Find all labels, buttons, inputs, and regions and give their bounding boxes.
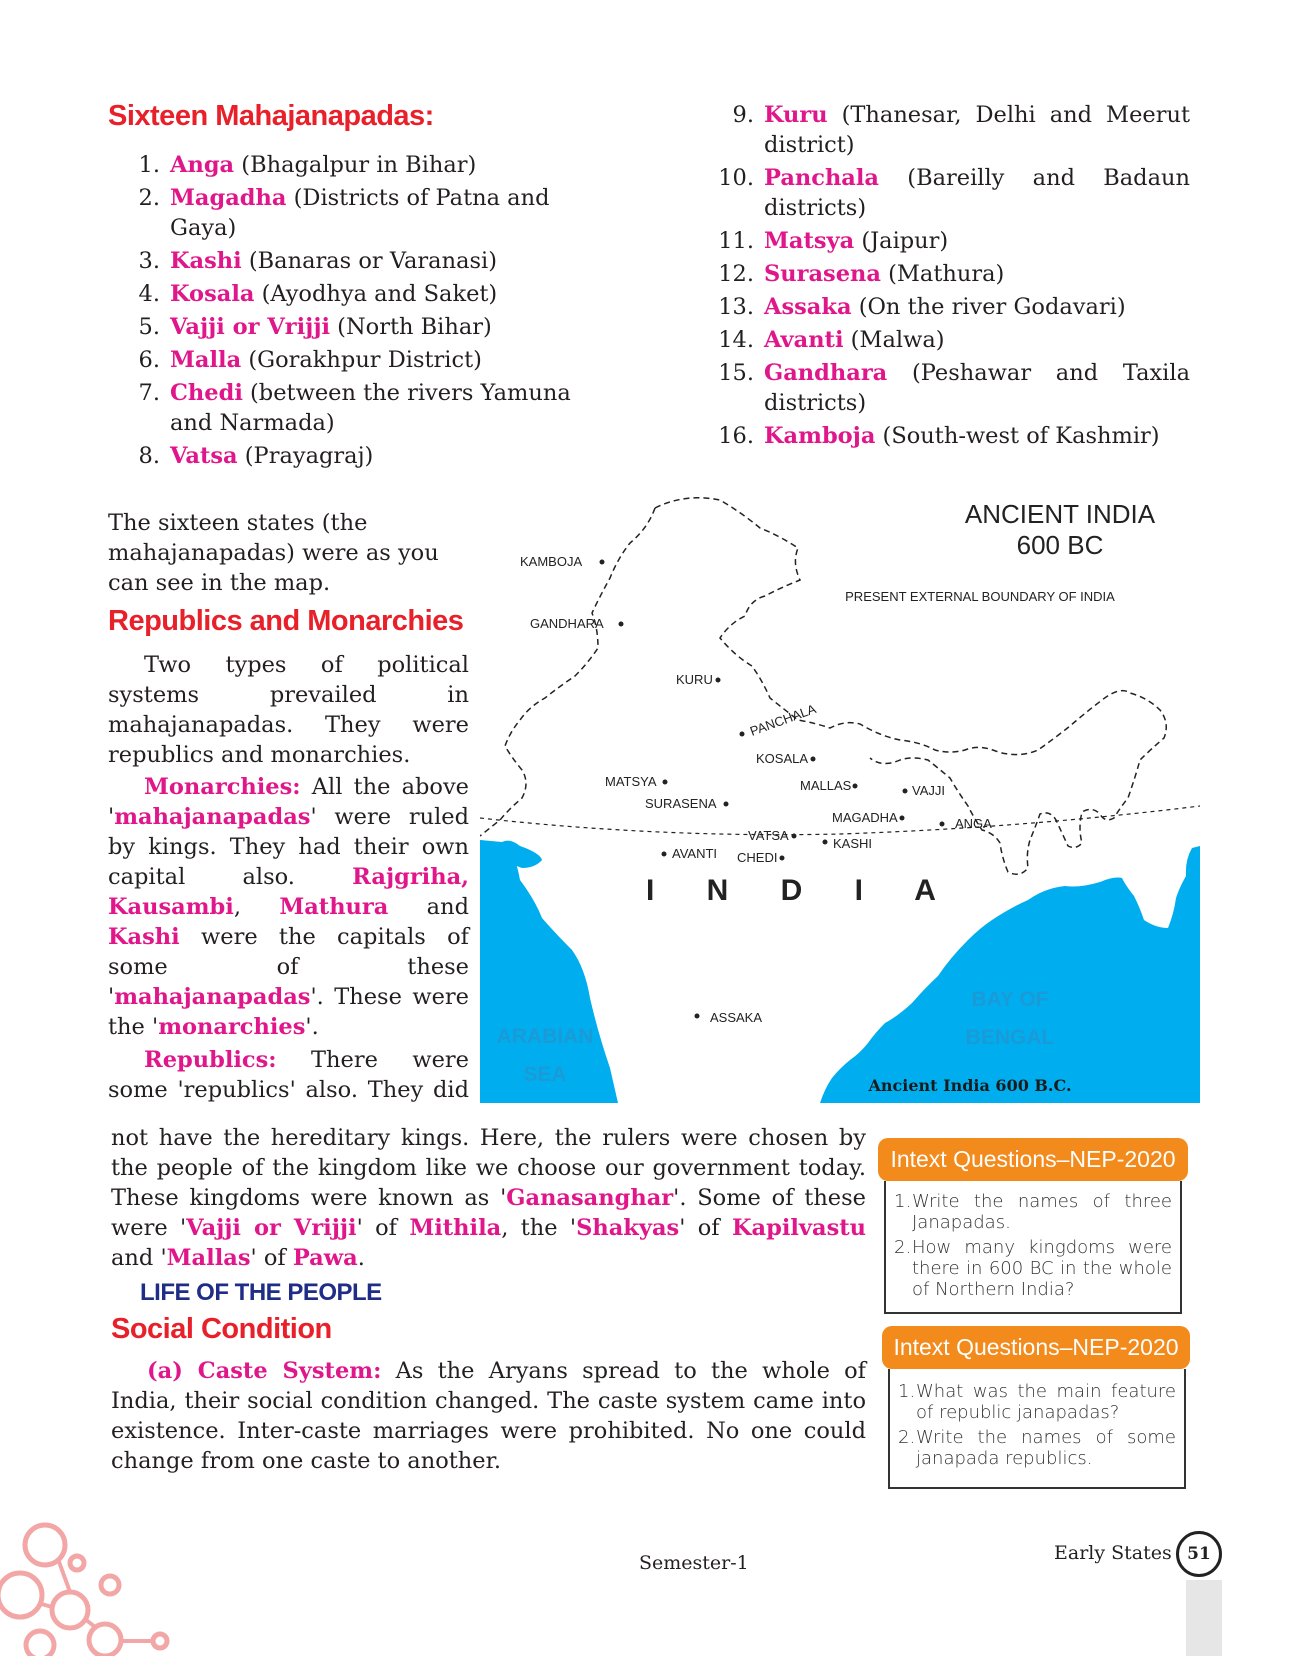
place-matsya: MATSYA: [605, 774, 657, 789]
page-tab: [1186, 1580, 1222, 1656]
list-item: 9. Kuru (Thanesar, Delhi and Meerut district): [732, 102, 1190, 158]
intext-questions-box-2: [882, 1326, 1190, 1489]
arabian-sea-label: ARABIAN: [496, 1025, 594, 1048]
intext-questions-title: Intext Questions–NEP-2020: [878, 1138, 1188, 1181]
list-item: 6. Malla (Gorakhpur District): [138, 347, 482, 373]
republics-paragraph-start: Republics: There were some 'republics' also. They did: [108, 1047, 469, 1103]
republics-paragraph-continued: not have the hereditary kings. Here, the rulers were chosen by the people of the kingdom like we choose our government today. These kingdoms were known as 'Ganasanghar'. Some of these were 'Vajji or Vrijji' of Mithila, the 'Shakyas' of Kapilvastu and 'Mallas' of Pawa.: [111, 1125, 866, 1271]
boundary-legend: PRESENT EXTERNAL BOUNDARY OF INDIA: [845, 589, 1115, 604]
place-chedi: CHEDI: [737, 850, 778, 865]
place-mallas: MALLAS: [800, 778, 852, 793]
place-avanti: AVANTI: [672, 846, 718, 861]
footer-chapter: Early States: [1054, 1542, 1172, 1564]
map-caption: Ancient India 600 B.C.: [868, 1076, 1072, 1095]
map-title-line2: 600 BC: [1016, 530, 1104, 560]
question-item: 1. What was the main feature of republic janapadas?: [898, 1381, 1176, 1423]
place-panchala: PANCHALA: [747, 701, 818, 739]
intro-paragraph: The sixteen states (the mahajanapadas) were as you can see in the map.: [108, 510, 439, 596]
list-item: 1. Anga (Bhagalpur in Bihar): [138, 152, 477, 178]
list-item: 16. Kamboja (South-west of Kashmir): [718, 423, 1160, 449]
place-kamboja: KAMBOJA: [520, 554, 583, 569]
place-kashi: KASHI: [833, 836, 873, 851]
mahajanapada-list-right: [706, 100, 1190, 454]
list-item: 15. Gandhara (Peshawar and Taxila districts): [718, 360, 1190, 416]
list-item: 8. Vatsa (Prayagraj): [138, 443, 374, 469]
political-systems-paragraph: Two types of political systems prevailed in mahajanapadas. They were republics and monarchies.: [108, 652, 469, 768]
caste-system-paragraph: (a) Caste System: As the Aryans spread to the whole of India, their social condition changed. The caste system came into existence. Inter-caste marriages were prohibited. No one could change from one caste to another.: [111, 1358, 866, 1474]
life-of-people-heading: LIFE OF THE PEOPLE: [140, 1279, 382, 1306]
list-item: 14. Avanti (Malwa): [718, 327, 945, 353]
question-item: 1. Write the names of three Janapadas.: [894, 1191, 1172, 1233]
list-item: 10. Panchala (Bareilly and Badaun districts): [718, 165, 1190, 221]
place-magadha: MAGADHA: [832, 810, 898, 825]
list-item: 5. Vajji or Vrijji (North Bihar): [138, 314, 492, 340]
list-item: 3. Kashi (Banaras or Varanasi): [138, 248, 498, 274]
decorative-circles-icon: [0, 1515, 180, 1656]
footer-semester: Semester-1: [639, 1552, 749, 1574]
place-vatsa: VATSA: [748, 828, 789, 843]
place-surasena: SURASENA: [645, 796, 717, 811]
question-item: 2. Write the names of some janapada republics.: [898, 1427, 1176, 1469]
arabian-sea-label-2: SEA: [523, 1063, 567, 1086]
question-item: 2. How many kingdoms were there in 600 BC in the whole of Northern India?: [894, 1237, 1172, 1300]
section-heading-mahajanapadas: Sixteen Mahajanapadas:: [108, 100, 434, 132]
place-kosala: KOSALA: [756, 751, 809, 766]
place-gandhara: GANDHARA: [530, 616, 604, 631]
list-item: 4. Kosala (Ayodhya and Saket): [138, 281, 498, 307]
list-item: 13. Assaka (On the river Godavari): [718, 294, 1126, 320]
section-heading-republics: Republics and Monarchies: [108, 605, 464, 637]
ancient-india-map: [480, 488, 1200, 1103]
intext-questions-box-1: [878, 1138, 1188, 1314]
place-assaka: ASSAKA: [710, 1010, 763, 1025]
place-anga: ANGA: [955, 816, 992, 831]
mahajanapada-list-left: [112, 150, 592, 474]
list-item: 2. Magadha (Districts of Patna and Gaya): [138, 185, 550, 241]
page-number-badge: 51: [1176, 1531, 1222, 1577]
place-kuru: KURU: [676, 672, 713, 687]
map-title-line1: ANCIENT INDIA: [964, 499, 1156, 529]
place-vajji: VAJJI: [912, 783, 945, 798]
bay-of-bengal-label-2: BENGAL: [965, 1026, 1055, 1049]
list-item: 7. Chedi (between the rivers Yamuna and Narmada): [138, 380, 571, 436]
list-item: 11. Matsya (Jaipur): [718, 228, 949, 254]
monarchies-paragraph: Monarchies: All the above 'mahajanapadas' were ruled by kings. They had their own capital also. Rajgriha, Kausambi, Mathura and Kashi were the capitals of some of these 'mahajanapadas'. These were the 'monarchies'.: [108, 774, 469, 1040]
social-condition-heading: Social Condition: [111, 1313, 332, 1345]
intext-questions-title: Intext Questions–NEP-2020: [882, 1326, 1190, 1369]
list-item: 12. Surasena (Mathura): [718, 261, 1005, 287]
country-label: I N D I A: [646, 874, 958, 907]
bay-of-bengal-label: BAY OF: [971, 988, 1049, 1011]
